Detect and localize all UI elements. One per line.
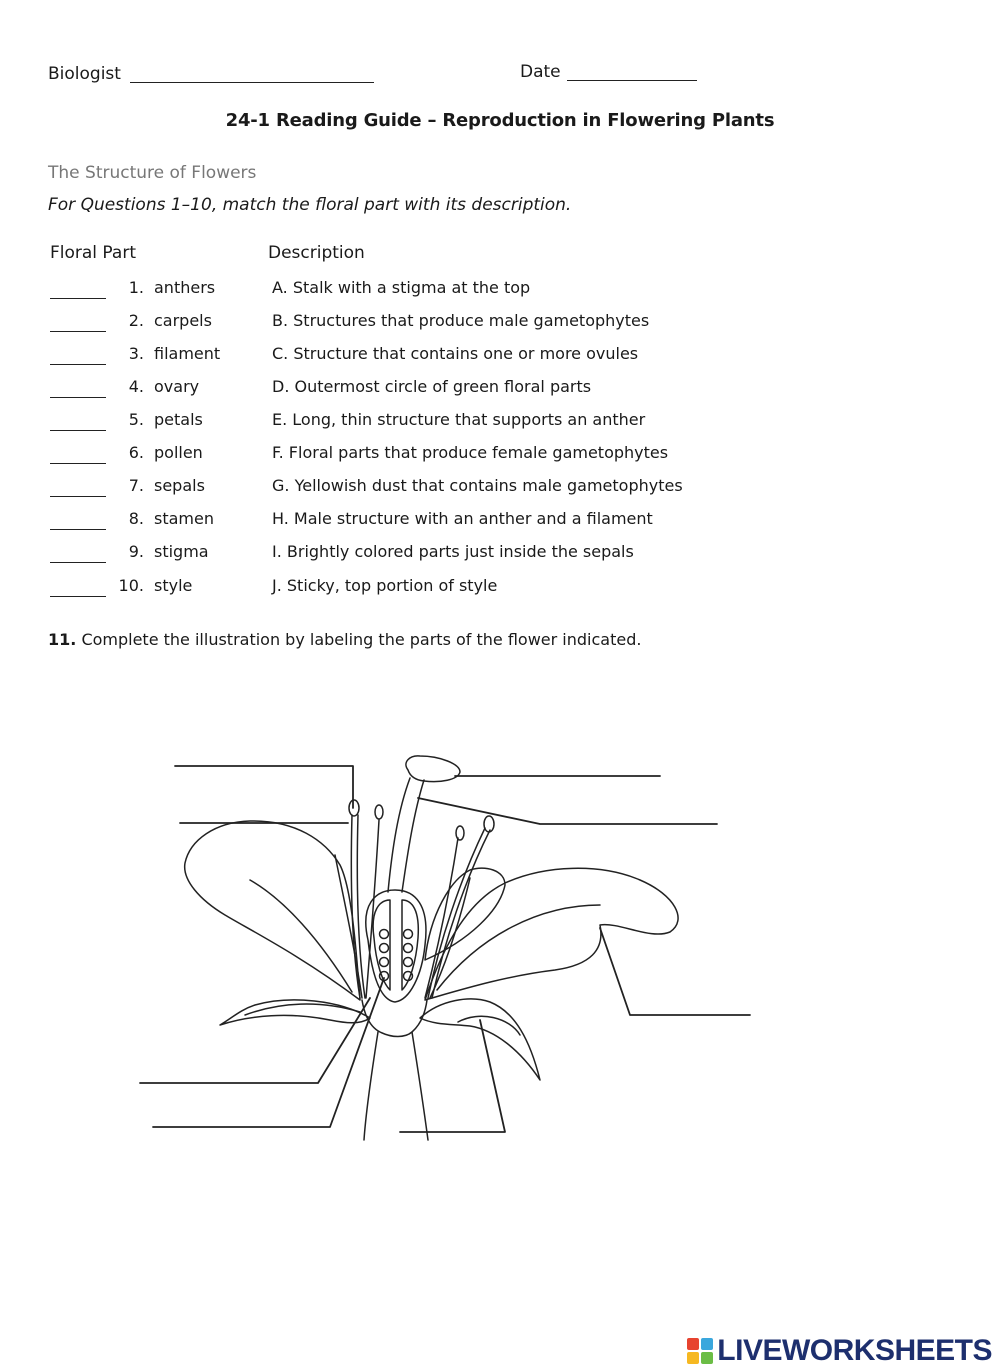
answer-blank[interactable] (50, 496, 106, 497)
floral-part: ovary (154, 377, 200, 396)
right-petal (425, 868, 678, 1000)
answer-blank[interactable] (50, 529, 106, 530)
answer-blank[interactable] (50, 596, 106, 597)
question-11-text: Complete the illustration by labeling the parts of the flower indicated. (81, 630, 642, 649)
liveworksheets-brand (687, 1334, 992, 1368)
label-line-receptacle (400, 1020, 505, 1132)
question-number: 8. (128, 509, 144, 528)
matching-row (0, 344, 1000, 374)
label-line-sepal (140, 998, 370, 1083)
question-number: 7. (128, 476, 144, 495)
right-sepal (420, 999, 540, 1080)
matching-row (0, 278, 1000, 308)
description: C. Structure that contains one or more ovules (272, 344, 639, 363)
question-number: 4. (128, 377, 144, 396)
description: A. Stalk with a stigma at the top (272, 278, 531, 297)
description: I. Brightly colored parts just inside the sepals (272, 542, 634, 561)
answer-blank[interactable] (50, 463, 106, 464)
ovule (404, 972, 413, 981)
question-11-number: 11. (48, 630, 77, 649)
stem (364, 1032, 428, 1140)
matching-row (0, 443, 1000, 473)
section-title: The Structure of Flowers (48, 163, 257, 183)
style (388, 778, 424, 892)
floral-part: stamen (154, 509, 214, 528)
question-number: 1. (128, 278, 144, 297)
right-anther (484, 816, 494, 832)
ovule (404, 944, 413, 953)
answer-blank[interactable] (50, 331, 106, 332)
receptacle (362, 1000, 427, 1037)
biologist-blank[interactable] (130, 82, 374, 83)
floral-part: filament (154, 344, 221, 363)
column-header-floral-part: Floral Part (50, 243, 136, 263)
question-11 (48, 630, 641, 649)
ovule (380, 958, 389, 967)
question-number: 3. (128, 344, 144, 363)
question-number: 10. (118, 576, 144, 595)
question-number: 6. (128, 443, 144, 462)
answer-blank[interactable] (50, 298, 106, 299)
floral-part: stigma (154, 542, 209, 561)
ovule (380, 944, 389, 953)
question-number: 2. (128, 311, 144, 330)
description: J. Sticky, top portion of style (272, 576, 498, 595)
matching-row (0, 542, 1000, 572)
floral-part: style (154, 576, 193, 595)
matching-row (0, 377, 1000, 407)
left-anther (349, 800, 359, 816)
matching-row (0, 410, 1000, 440)
right-petal-vein (437, 905, 600, 990)
brand-name: LIVEWORKSHEETS (717, 1334, 992, 1367)
label-line-petal (600, 928, 750, 1015)
answer-blank[interactable] (50, 562, 106, 563)
matching-row (0, 576, 1000, 606)
page-title: 24-1 Reading Guide – Reproduction in Flowering Plants (225, 110, 775, 131)
description: G. Yellowish dust that contains male gametophytes (272, 476, 683, 495)
floral-part: petals (154, 410, 203, 429)
floral-part: sepals (154, 476, 205, 495)
label-line-ovary (153, 978, 384, 1127)
left-petal (185, 821, 360, 1000)
label-line-style (418, 798, 717, 824)
description: D. Outermost circle of green floral parts (272, 377, 592, 396)
left-petal-vein (250, 880, 352, 992)
date-label: Date (520, 62, 561, 82)
matching-row (0, 476, 1000, 506)
answer-blank[interactable] (50, 397, 106, 398)
column-header-description: Description (268, 243, 365, 263)
left-anther-2 (375, 805, 383, 819)
matching-row (0, 311, 1000, 341)
right-filament-3 (425, 838, 458, 998)
matching-row (0, 509, 1000, 539)
right-anther-2 (456, 826, 464, 840)
ovule (380, 930, 389, 939)
description: F. Floral parts that produce female gametophytes (272, 443, 669, 462)
floral-part: carpels (154, 311, 212, 330)
liveworksheets-logo-icon (687, 1338, 713, 1364)
label-line-anther (175, 766, 353, 808)
flower-diagram (0, 700, 1000, 1160)
answer-blank[interactable] (50, 430, 106, 431)
instructions: For Questions 1–10, match the floral part with its description. (48, 195, 572, 215)
ovule (404, 958, 413, 967)
description: H. Male structure with an anther and a filament (272, 509, 653, 528)
description: E. Long, thin structure that supports an anther (272, 410, 646, 429)
answer-blank[interactable] (50, 364, 106, 365)
floral-part: pollen (154, 443, 203, 462)
biologist-label: Biologist (48, 64, 121, 84)
question-number: 9. (128, 542, 144, 561)
description: B. Structures that produce male gametophytes (272, 311, 650, 330)
floral-part: anthers (154, 278, 216, 297)
date-blank[interactable] (567, 80, 697, 81)
ovule (404, 930, 413, 939)
question-number: 5. (128, 410, 144, 429)
stigma (406, 756, 460, 782)
